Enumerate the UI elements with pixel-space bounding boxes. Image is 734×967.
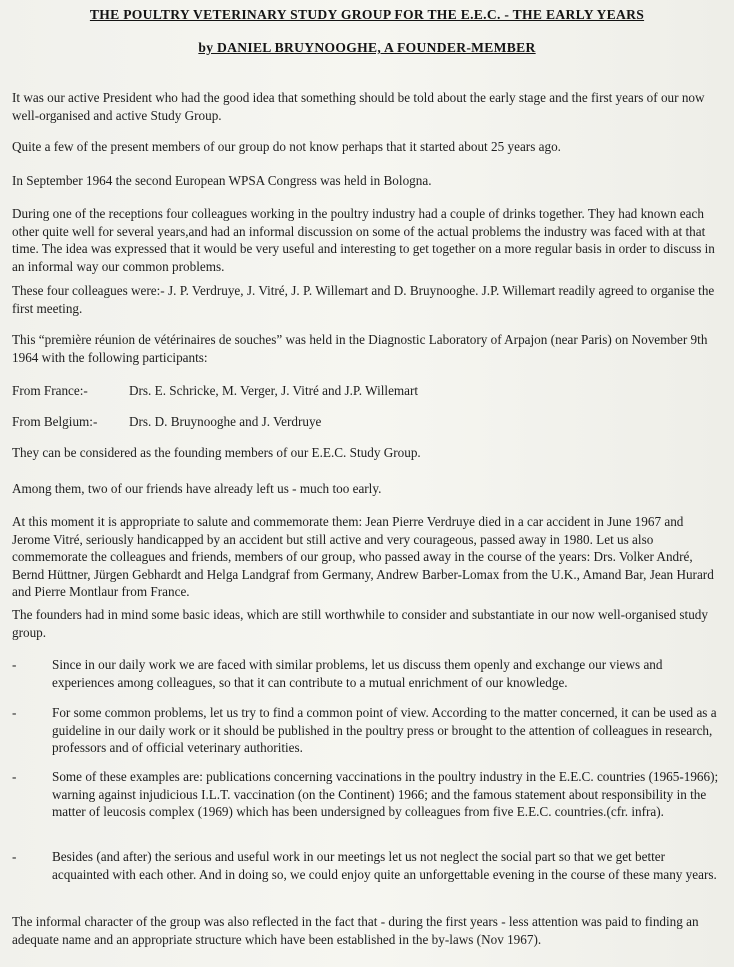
bullet-marker: - bbox=[12, 769, 17, 784]
participants-france bbox=[12, 382, 418, 400]
paragraph-receptions: During one of the receptions four colleagues working in the poultry industry had a couple of drinks together. They had known each other quite well for several years,and had an informal discussion on some of the actual problems the industry was faced with at that time. The idea was expressed that it would be very useful and interesting to get together on a more regular basis in order to discuss in an informal way our common problems. bbox=[12, 206, 715, 274]
paragraph-closing: The informal character of the group was also reflected in the fact that - during the first years - less attention was paid to finding an adequate name and an appropriate structure which have been established in the by-laws (Nov 1967). bbox=[12, 914, 699, 947]
paragraph-congress: In September 1964 the second European WPSA Congress was held in Bologna. bbox=[12, 173, 432, 188]
paragraph-colleagues: These four colleagues were:- J. P. Verdruye, J. Vitré, J. P. Willemart and D. Bruynooghe. J.P. Willemart readily agreed to organise the first meeting. bbox=[12, 283, 715, 316]
participants-label: From France:- bbox=[12, 383, 88, 398]
document-byline: by DANIEL BRUYNOOGHE, A FOUNDER-MEMBER bbox=[198, 40, 536, 55]
bullet-marker: - bbox=[12, 657, 17, 672]
participants-names: Drs. D. Bruynooghe and J. Verdruye bbox=[129, 414, 322, 429]
paragraph-first-meeting: This “première réunion de vétérinaires de souches” was held in the Diagnostic Laboratory of Arpajon (near Paris) on November 9th 1964 with the following participants: bbox=[12, 332, 708, 365]
paragraph-intro: It was our active President who had the good idea that something should be told about the early stage and the first years of our now well-organised and active Study Group. bbox=[12, 90, 705, 123]
list-item-text: Some of these examples are: publications concerning vaccinations in the poultry industry in the E.E.C. countries (1965-1966); warning against injudicious I.L.T. vaccination (on the Continent) 1966; and the famous statement about responsibility in the matter of leucosis complex (1969) which has been undersigned by colleagues from five E.E.C. countries.(cfr. infra). bbox=[52, 769, 719, 820]
paragraph-founded: Quite a few of the present members of our group do not know perhaps that it started about 25 years ago. bbox=[12, 139, 561, 154]
paragraph-basic-ideas: The founders had in mind some basic ideas, which are still worthwhile to consider and substantiate in our now well-organised study group. bbox=[12, 607, 708, 640]
list-item-text: Since in our daily work we are faced with similar problems, let us discuss them openly and exchange our views and experiences among colleagues, so that it can contribute to a mutual enrichment of our knowledge. bbox=[52, 657, 663, 690]
bullet-marker: - bbox=[12, 705, 17, 720]
participants-belgium bbox=[12, 413, 321, 431]
paragraph-left-us: Among them, two of our friends have already left us - much too early. bbox=[12, 481, 382, 496]
participants-names: Drs. E. Schricke, M. Verger, J. Vitré and J.P. Willemart bbox=[129, 383, 419, 398]
document-title: THE POULTRY VETERINARY STUDY GROUP FOR THE E.E.C. - THE EARLY YEARS bbox=[89, 7, 645, 22]
bullet-marker: - bbox=[12, 849, 17, 864]
list-item-text: Besides (and after) the serious and useful work in our meetings let us not neglect the social part so that we get better acquainted with each other. And in doing so, we could enjoy quite an unforgettable evening in the course of these many years. bbox=[52, 849, 717, 882]
paragraph-founding-members: They can be considered as the founding members of our E.E.C. Study Group. bbox=[12, 445, 421, 460]
list-item-text: For some common problems, let us try to find a common point of view. According to the matter concerned, it can be used as a guideline in our daily work or it should be published in the poultry press or brought to the attention of colleagues in research, professors and of official veterinary authorities. bbox=[52, 705, 717, 756]
paragraph-commemorate: At this moment it is appropriate to salute and commemorate them: Jean Pierre Verdruye died in a car accident in June 1967 and Jerome Vitré, seriously handicapped by an accident but still active and very courageous, passed away in 1980. Let us also commemorate the colleagues and friends, members of our group, who passed away in the course of the years: Drs. Volker André, Bernd Hüttner, Jürgen Gebhardt and Helga Landgraf from Germany, Andrew Barber-Lomax from the U.K., Amand Bar, Jean Hurard and Pierre Montlaur from France. bbox=[12, 514, 714, 600]
participants-label: From Belgium:- bbox=[12, 414, 98, 429]
